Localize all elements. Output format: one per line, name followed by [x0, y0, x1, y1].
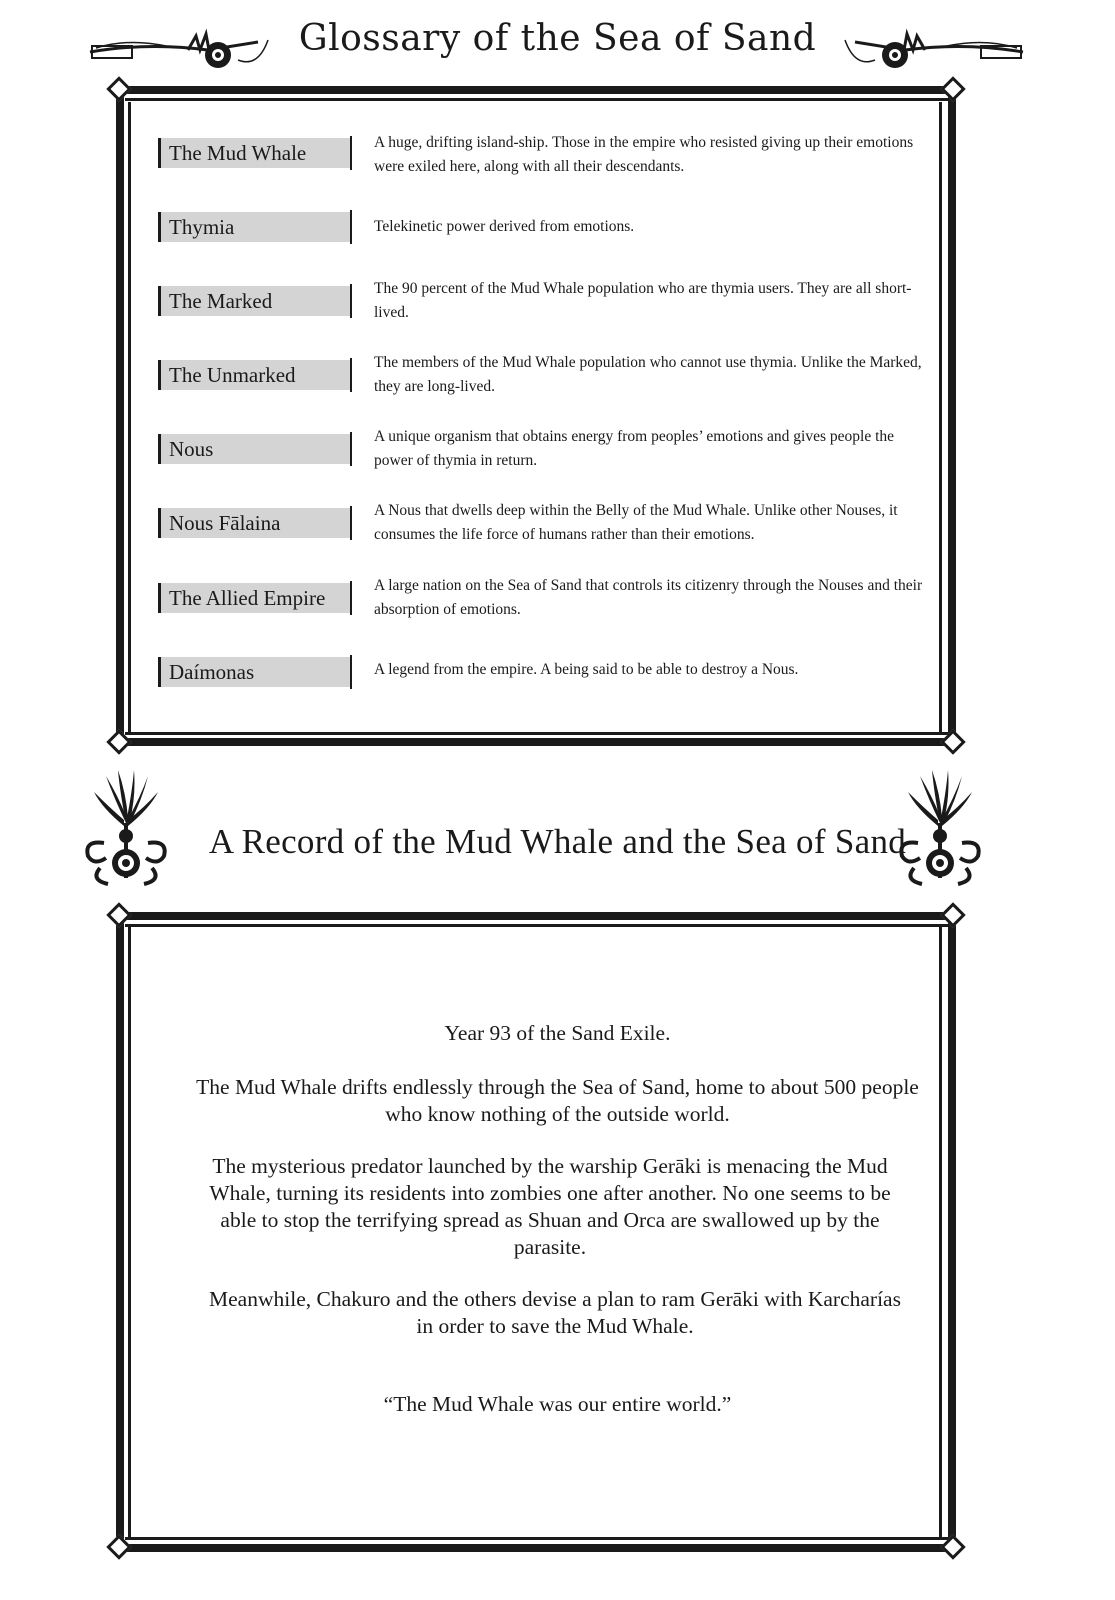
frame-bottom-inner-bar: [125, 1537, 953, 1540]
term-label-box: [158, 138, 350, 168]
term-definition: A huge, drifting island-ship. Those in the empire who resisted giving up their emotions were exiled here, along with all their descendants.: [374, 134, 914, 175]
frame-right-inner-bar: [939, 102, 942, 732]
frame-left-bar: [116, 920, 124, 1546]
frame-right-bar: [948, 96, 956, 740]
record-paragraph: The mysterious predator launched by the warship Gerāki is menacing the Mud Whale, turning its residents into zombies one after another. No one seems to be able to stop the terrifying spread as Shuan and Orca are swallowed up by the parasite.: [209, 1154, 891, 1259]
record-title: A Record of the Mud Whale and the Sea of Sand: [208, 822, 907, 861]
frame-top-bar: [118, 912, 960, 920]
term-text: The Unmarked: [169, 363, 296, 387]
term-definition: A unique organism that obtains energy from peoples’ emotions and gives people the power of thymia in return.: [374, 428, 895, 469]
frame-bottom-bar: [118, 1544, 960, 1552]
term-text: Daímonas: [169, 660, 255, 684]
frame-top-inner-bar: [125, 924, 953, 927]
term-text: The Mud Whale: [169, 141, 307, 165]
floral-ornament-left-icon: [84, 768, 169, 893]
frame-top-inner-bar: [125, 98, 953, 101]
term-text: Thymia: [169, 215, 235, 239]
term-label-box: [158, 508, 350, 538]
frame-top-bar: [118, 86, 960, 94]
record-year: Year 93 of the Sand Exile.: [444, 1021, 671, 1045]
frame-left-inner-bar: [128, 927, 131, 1539]
frame-left-inner-bar: [128, 102, 131, 732]
sword-ornament-left-icon: [88, 20, 273, 80]
term-text: The Marked: [169, 289, 273, 313]
record-paragraph: Meanwhile, Chakuro and the others devise a plan to ram Gerāki with Karcharías in order to save the Mud Whale.: [209, 1287, 901, 1338]
term-definition: A legend from the empire. A being said to be able to destroy a Nous.: [374, 661, 799, 678]
term-label-box: [158, 360, 350, 390]
term-label-box: [158, 583, 350, 613]
frame-bottom-bar: [118, 738, 960, 746]
frame-bottom-inner-bar: [125, 732, 953, 735]
frame-left-bar: [116, 96, 124, 740]
sword-ornament-right-icon: [840, 20, 1025, 80]
frame-right-bar: [948, 920, 956, 1546]
term-text: The Allied Empire: [169, 586, 326, 610]
term-text: Nous: [169, 437, 214, 461]
term-definition: A Nous that dwells deep within the Belly of the Mud Whale. Unlike other Nouses, it consumes the life force of humans rather than their emotions.: [374, 502, 898, 543]
term-definition: The members of the Mud Whale population who cannot use thymia. Unlike the Marked, they are long-lived.: [374, 354, 922, 395]
term-label-box: [158, 434, 350, 464]
term-definition: The 90 percent of the Mud Whale population who are thymia users. They are all short-lived.: [374, 280, 912, 321]
frame-right-inner-bar: [939, 927, 942, 1539]
term-label-box: [158, 212, 350, 242]
record-quote: “The Mud Whale was our entire world.”: [383, 1392, 732, 1416]
record-paragraph: The Mud Whale drifts endlessly through the Sea of Sand, home to about 500 people who know nothing of the outside world.: [196, 1075, 919, 1126]
term-definition: Telekinetic power derived from emotions.: [374, 218, 635, 235]
glossary-title: Glossary of the Sea of Sand: [298, 18, 817, 59]
term-label-box: [158, 286, 350, 316]
term-label-box: [158, 657, 350, 687]
term-definition: A large nation on the Sea of Sand that controls its citizenry through the Nouses and their absorption of emotions.: [374, 577, 923, 618]
term-text: Nous Fālaina: [169, 511, 281, 535]
